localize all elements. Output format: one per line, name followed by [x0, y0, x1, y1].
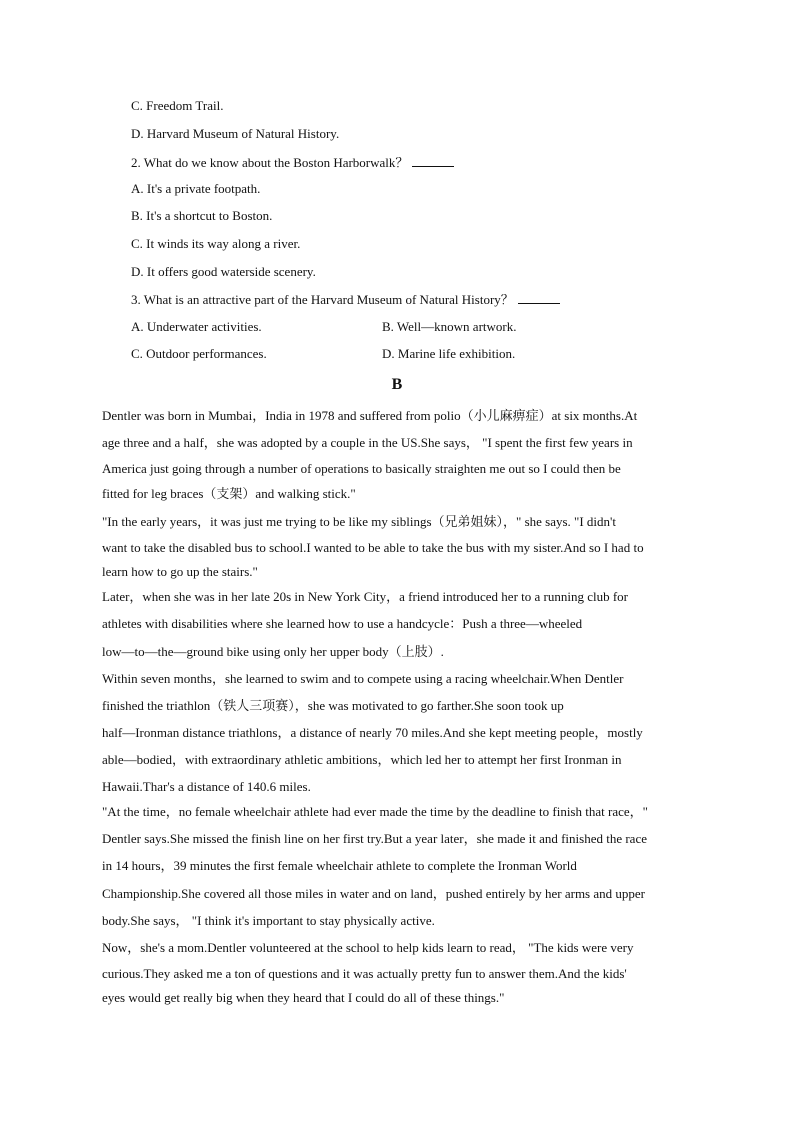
- passage-line: Later，when she was in her late 20s in New York City，a friend introduced her to a running club for: [102, 589, 629, 604]
- answer-blank[interactable]: [412, 154, 454, 167]
- q1-option-c: C. Freedom Trail.: [131, 98, 224, 113]
- q2-option-a: A. It's a private footpath.: [131, 181, 261, 196]
- passage-line: in 14 hours，39 minutes the first female wheelchair athlete to complete the Ironman World: [102, 858, 577, 873]
- q3-option-c: C. Outdoor performances.: [131, 346, 267, 361]
- q2-stem-text: 2. What do we know about the Boston Harborwalk？: [131, 155, 409, 170]
- passage-line: Championship.She covered all those miles in water and on land，pushed entirely by her arms and upper: [102, 886, 645, 901]
- q2-option-d: D. It offers good waterside scenery.: [131, 264, 316, 279]
- q2-option-c: C. It winds its way along a river.: [131, 236, 301, 251]
- q3-stem: [131, 291, 560, 308]
- q3-option-b: B. Well—known artwork.: [382, 319, 517, 334]
- passage-line: America just going through a number of operations to basically straighten me out so I could then be: [102, 461, 621, 476]
- passage-line: low—to—the—ground bike using only her upper body（上肢）.: [102, 644, 444, 659]
- passage-line: Within seven months，she learned to swim and to compete using a racing wheelchair.When Dentler: [102, 671, 624, 686]
- q1-option-d: D. Harvard Museum of Natural History.: [131, 126, 340, 141]
- passage-line: curious.They asked me a ton of questions and it was actually pretty fun to answer them.And the kids': [102, 966, 627, 981]
- answer-blank[interactable]: [518, 291, 560, 304]
- passage-line: Now，she's a mom.Dentler volunteered at the school to help kids learn to read， "The kids were very: [102, 940, 634, 955]
- passage-line: body.She says， "I think it's important to stay physically active.: [102, 913, 435, 928]
- passage-line: want to take the disabled bus to school.I wanted to be able to take the bus with my sister.And so I had to: [102, 540, 644, 555]
- q3-stem-text: 3. What is an attractive part of the Harvard Museum of Natural History？: [131, 292, 514, 307]
- passage-line: age three and a half，she was adopted by a couple in the US.She says， "I spent the first few years in: [102, 435, 633, 450]
- passage-line: able—bodied，with extraordinary athletic ambitions，which led her to attempt her first Ironman in: [102, 752, 622, 767]
- q3-option-a: A. Underwater activities.: [131, 319, 262, 334]
- q3-option-d: D. Marine life exhibition.: [382, 346, 516, 361]
- passage-line: fitted for leg braces（支架）and walking stick.": [102, 486, 356, 501]
- passage-line: Dentler says.She missed the finish line on her first try.But a year later，she made it and finished the race: [102, 831, 647, 846]
- passage-line: athletes with disabilities where she learned how to use a handcycle：Push a three—wheeled: [102, 616, 583, 631]
- passage-line: Dentler was born in Mumbai，India in 1978 and suffered from polio（小儿麻痹症）at six months.At: [102, 408, 638, 423]
- passage-line: eyes would get really big when they heard that I could do all of these things.": [102, 990, 505, 1005]
- q2-option-b: B. It's a shortcut to Boston.: [131, 208, 273, 223]
- passage-line: "In the early years，it was just me trying to be like my siblings（兄弟姐妹），" she says. "I didn't: [102, 514, 617, 529]
- passage-line: "At the time，no female wheelchair athlete had ever made the time by the deadline to finish that race，": [102, 804, 648, 819]
- section-title-b: B: [391, 376, 403, 393]
- passage-line: half—Ironman distance triathlons，a distance of nearly 70 miles.And she kept meeting people，mostly: [102, 725, 643, 740]
- passage-line: learn how to go up the stairs.": [102, 564, 258, 579]
- q2-stem: [131, 154, 454, 171]
- passage-line: finished the triathlon（铁人三项赛），she was motivated to go farther.She soon took up: [102, 698, 564, 713]
- passage-line: Hawaii.Thar's a distance of 140.6 miles.: [102, 779, 311, 794]
